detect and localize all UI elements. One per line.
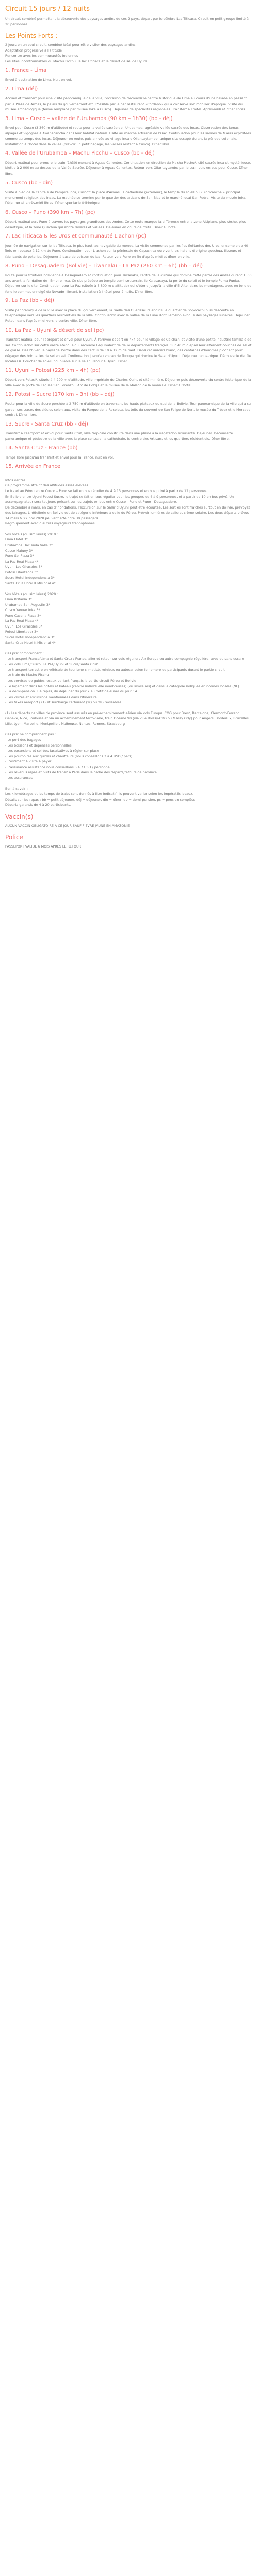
day-title: 11. Uyuni – Potosi (225 km – 4h) (pc) (5, 367, 101, 374)
day-title: 15. Arrivée en France (5, 464, 61, 470)
itinerary-day (5, 67, 253, 82)
day-text: Départ matinal vers Puno à travers les paysages grandioses des Andes. Cette route marque la différence entre la zone Altiplano, plus sèche, plus désertique, et la zone Quechua qui abrite rivières et vallées. Déjeuner en cours de route. Dîner à l'hôtel. (5, 219, 246, 229)
itinerary-day (5, 86, 253, 112)
day-title: 9. La Paz (bb – déj) (5, 298, 54, 304)
itinerary-day (5, 421, 253, 442)
day-text: Journée de navigation sur le lac Titicaca, le plus haut lac navigable du monde. La visite commence par les îles flottantes des Uros, ensemble de 40 îlots en roseaux à 12 km de Puno. Continuation pour Llachon sur la péninsule de Capachica où vivent les indiens d'origine quechua, tisseurs et fabricants de poteries. Déjeuner à base de poisson du lac. Retour vers Puno en fin d'après-midi et dîner en ville. (5, 243, 248, 259)
practical-info (5, 478, 253, 808)
itinerary (5, 67, 253, 470)
day-text: Route pour la frontière bolivienne à Desaguadero et continuation pour Tiwanaku, centre de la culture qui domina cette partie des Andes durant 1500 ans avant la fondation de l'Empire Inca. Ce site précède un temple semi-souterrain, le Kalasasaya, la porte du soleil et le temple Puma Punku. Déjeuner sur le site. Continuation pour La Paz (située à 3 800 m d'altitude) qui s'étend jusqu'à la ville d'El Alto, dans les montagnes, avec en toile de fond le sommet enneigé du Nevado Illimani. Installation à l'hôtel pour 2 nuits. Dîner libre. (5, 273, 252, 294)
intro-text: Un circuit combiné permettant la découverte des paysages andins de ces 2 pays, départ par le célèbre Lac Titicaca. Circuit en petit groupe limité à 20 personnes. (5, 16, 249, 26)
itinerary-day (5, 209, 253, 230)
info-paragraph: Infos vérités : Ce programme atteint des altitudes assez élevées. Le trajet au Pérou entre Cusco – Puno se fait en bus régulier de 4 à 13 personnes et en bus privé à partir de 12 personnes. En Bolivie entre Uyuni-Potosi-Sucre, le trajet se fait en bus régulier pour les groupes de 4 à 9 personnes, et à partir de 10 en bus privé. Un accompagnateur sera toujours présent sur les trajets en bus entre Cusco - Puno et Puno - Desaguadero. De décembre à mars, en cas d'inondations, l'excursion sur le Salar d'Uyuni peut être écourtée. Les sorties sont fraîches surtout en Bolivie, prévoyez des lainages. L'hôtellerie en Bolivie est de catégorie inférieure à celle du Pérou. Prévoir lumières de salle et crème solaire. Les deux départs prévus 14 mars & 22 nov 2020 peuvent atteindre 30 passagers. Regroupement avec d'autres voyageurs francophones. (5, 478, 250, 526)
vaccine-heading: Vaccin(s) (5, 812, 34, 820)
itinerary-day (5, 180, 253, 206)
day-title: 5. Cusco (bb - din) (5, 180, 53, 186)
day-text: Envol pour Cusco (3 360 m d'altitude) et route pour la vallée sacrée de l'Urubamba, agréable vallée sacrée des Incas. Observation des lamas, alpagas et vigognes à Awanacancha dans leur habitat naturel. Halte au marché artisanal de Pisac. Continuation pour les salines de Maras exploitées comme au temps des Incas. Déjeuner en route, puis arrivée au village inca d'Ollantaytambo, unique site occupé durant la période coloniale. Installation à l'hôtel dans la vallée (prévoir un petit bagage, les valises restent à Cusco). Dîner libre. (5, 126, 251, 146)
travel-requirements (5, 813, 253, 850)
day-title: 14. Santa Cruz - France (bb) (5, 445, 78, 451)
day-text: Accueil et transfert pour une visite panoramique de la ville, l'occasion de découvrir le centre historique de Lima au cours d'une balade en passant par la Plaza de Armas, le palais du gouvernement etc. Possible par le bar restaurant «Cordano» qui a conservé son mobilier d'époque. Visite du musée archéologique (fermé remplacé par musée Inka à Cusco). Déjeuner de spécialités régionales. Transfert à l'hôtel. Après-midi et dîner libres. (5, 96, 247, 112)
day-title: 3. Lima – Cusco – vallée de l'Urubamba (90 km – 1h30) (bb - déj) (5, 115, 173, 122)
day-title: 7. Lac Titicaca & les Uros et communauté Llachon (pc) (5, 233, 147, 240)
day-title: 13. Sucre - Santa Cruz (bb - déj) (5, 421, 88, 427)
page (0, 0, 258, 859)
itinerary-day (5, 445, 253, 460)
day-text: Envol à destination de Lima. Nuit en vol. (5, 77, 72, 82)
day-title: 2. Lima (déj) (5, 86, 38, 92)
highlights-heading: Les Points Forts : (5, 32, 58, 40)
info-paragraph: Vos hôtels (ou similaires) 2020 : Lima Britania 3* Urubamba San Augustin 3* Cusco Yanuar Inka 3* Puno Casona Plaza 3* La Paz Real Plaza 4* Uyuni Los Girasoles 3* Potosi Libertador 3* Sucre Hotel Independencia 3* Santa Cruz Hotel K Misional 4* (5, 591, 58, 645)
day-text: Départ matinal pour prendre le train (1h30) menant à Aguas Calientes. Continuation en direction du Machu Picchu*, cité sacrée inca et mystérieuse, blottie à 2 000 m au-dessus de la Vallée Sacrée. Déjeuner à Aguas Calientes. Retour vers Ollantaytambo par le train puis en bus pour Cusco. Dîner libre. (5, 160, 251, 176)
day-text: Visite panoramique de la ville avec la place du gouvernement, la ruelle des Guérisseurs andins, le quartier de Sopocachi puis descente en téléphérique vers les quartiers résidentiels de la ville. Continuation avec la vallée de la Lune dont l'érosion évoque des paysages lunaires. Déjeuner. Retour dans l'après-midi vers le centre-ville. Dîner libre. (5, 308, 251, 323)
day-title: 6. Cusco – Puno (390 km – 7h) (pc) (5, 209, 95, 215)
itinerary-day (5, 463, 253, 470)
itinerary-day (5, 391, 253, 417)
itinerary-day (5, 263, 253, 295)
day-text: Visite à pied de la capitale de l'empire Inca, Cusco*: la place d'Armas, la cathédrale (extérieur), le temple du soleil ou « Koricancha » principal monument religieux des Incas. La matinée se termine par le quartier des artisans de San Blas et le marché local San Pedro. Visite du musée Inka. Déjeuner et après-midi libres. Dîner spectacle folklorique. (5, 190, 247, 206)
page-title: Circuit 15 jours / 12 nuits (5, 5, 90, 13)
itinerary-day (5, 150, 253, 176)
day-title: 10. La Paz - Uyuni & désert de sel (pc) (5, 327, 104, 333)
info-paragraph: Bon à savoir : Les kilométrages et les temps de trajet sont donnés à titre indicatif, ils peuvent varier selon les impératifs locaux. Détails sur les repas : bb = petit déjeuner, déj = déjeuner, din = dîner, dp = demi-pension, pc = pension complète. Départs garantis de 4 à 20 participants. (5, 786, 197, 807)
itinerary-day (5, 327, 253, 364)
day-title: 12. Potosi – Sucre (170 km – 3h) (bb – déj) (5, 392, 115, 398)
day-title: 4. Vallée de l'Urubamba – Machu Picchu – Cusco (bb - déj) (5, 150, 155, 157)
itinerary-day (5, 297, 253, 324)
info-paragraph: Vos hôtels (ou similaires) 2019 : Lima Hotel 3* Urubamba Hacienda Valle 3* Cusco Maluey 3* Puno Sol Plaza 3* La Paz Real Plaza 4* Uyuni Los Girasoles 3* Potosi Libertador 3* Sucre Hotel Independencia 3* Santa Cruz Hotel K Misional 4* (5, 532, 58, 585)
info-paragraph: (1) Les départs de villes de province sont assurés en pré-acheminement aérien via vols Europa, COG pour Brest, Barcelone, Clermont-Ferrand, Genève, Nice, Toulouse et via un acheminement ferroviaire, train Océane 90 (via ville Roissy-CDG ou Massy Orly) pour Angers, Bordeaux, Bruxelles, Lille, Lyon, Marseille, Montpellier, Mulhouse, Nantes, Rennes, Strasbourg (5, 710, 250, 726)
day-text: Route pour la ville de Sucre perchée à 2 750 m d'altitude en traversant les hauts plateaux du sud de la Bolivie. Tour panoramique de la ville qui a su garder ses traces des siècles coloniaux, visite du Parque de la Recoleta, les toits du couvent de San Felipe de Neri, le musée du Trésor et le Mercado central. Dîner libre. (5, 401, 251, 417)
day-title: 8. Puno – Desaguadero (Bolivie) - Tiwanaku – La Paz (260 km – 6h) (bb – déj) (5, 263, 203, 269)
itinerary-day (5, 233, 253, 259)
day-title: 1. France - Lima (5, 67, 47, 74)
highlights-text: 2 jours en un seul circuit, combiné idéal pour rôtre visiter des paysages andins Adaptation progressive à l'altitude Rencontre avec les communautés indiennes Les sites incontournables du Machu Picchu, le lac Titicaca et le désert de sel de Uyuni (5, 43, 147, 63)
vaccine-text: AUCUN VACCIN OBLIGATOIRE À CE JOUR SAUF FIÈVRE JAUNE EN AMAZONIE (5, 823, 130, 828)
info-paragraph: Ces prix comprennent : - Le transport France/Lima et Santa Cruz / France, aller et retour sur vols réguliers Air Europa ou autre compagnie régulière, avec ou sans escale - Les vols Lima/Cusco, La Paz/Uyuni et Sucre/Santa Cruz - Le transport terrestre en véhicule de tourisme climatisé, minibus ou autocar selon le nombre de participants durant le partie circuit - Le train du Machu Picchu - Les services de guides locaux parlant français la partie circuit Pérou et Bolivie - Le logement dans les hôtels et bateau (cabine individuelle nombreuses) (ou similaires) et dans la catégorie indiquée en normes locales (NL) - La demi-pension + 4 repas, du déjeuner du jour 2 au petit déjeuner du jour 14 - Les visites et excursions mentionnées dans l'itinéraire - Les taxes aéroport (XT) et surcharge carburant (YQ ou YR) révisables (5, 651, 244, 705)
itinerary-day (5, 367, 253, 388)
day-text: Transfert matinal pour l'aéroport et envol pour Uyuni. À l'arrivée départ en 4x4 pour le village de Colchani et visite d'une petite industrie familiale de sel. Continuation sur cette vaste étendue qui recouvre l'équivalent de deux départements français. Sur 40 m d'épaisseur alternent couches de sel et de glaise. Dès l'hiver, le paysage s'offre dans des cactus de 10 à 12 m de haut. Dans cet univers blanc, des centaines d'hommes piochent pour dégager des briquettes de sel en sel. Continuation jusqu'au volcan de Tunupa qui domine le Salar d'Uyuni. Déjeuner pique-nique. Découverte de l'île Incahuasi. Coucher de soleil inoubliable sur le salar. Retour à Uyuni. Dîner. (5, 337, 252, 364)
day-text: Transfert à l'aéroport et envol pour Santa Cruz, ville tropicale construite dans une plaine à la végétation luxuriante. Déjeuner. Découverte panoramique et pédestre de la ville avec la place centrale, la cathédrale, le centre des Artisans et les quartiers résidentiels. Dîner libre. (5, 431, 233, 441)
day-text: Temps libre jusqu'au transfert et envol pour la France, nuit en vol. (5, 455, 114, 460)
day-text: Départ vers Potosi*, située à 4 200 m d'altitude, ville impériale de Charles Quint et cité minière. Déjeuner puis découverte du centre historique de la ville avec la porte de l'église San Lorenzo, l'Arc de Cobija et le musée de la Maison de la monnaie. Dîner à l'hôtel. (5, 378, 251, 387)
itinerary-day (5, 115, 253, 147)
police-heading: Police (5, 834, 23, 841)
police-text: PASSEPORT VALIDE 6 MOIS APRÈS LE RETOUR (5, 844, 82, 849)
info-paragraph: Ces prix ne comprennent pas : - Le port des bagages - Les boissons et dépenses personnelles - Les excursions et soirées facultatives à régler sur place - Les pourboires aux guides et chauffeurs (nous conseillons 3 à 4 USD / pers) - L'ostiment à visité à payer - L'assurance assistance nous conseillons 5 à 7 USD / personnel - Les revenus repas et nuits de transit à Paris dans le cadre des départs/retours de province - Les assurances (5, 732, 157, 780)
